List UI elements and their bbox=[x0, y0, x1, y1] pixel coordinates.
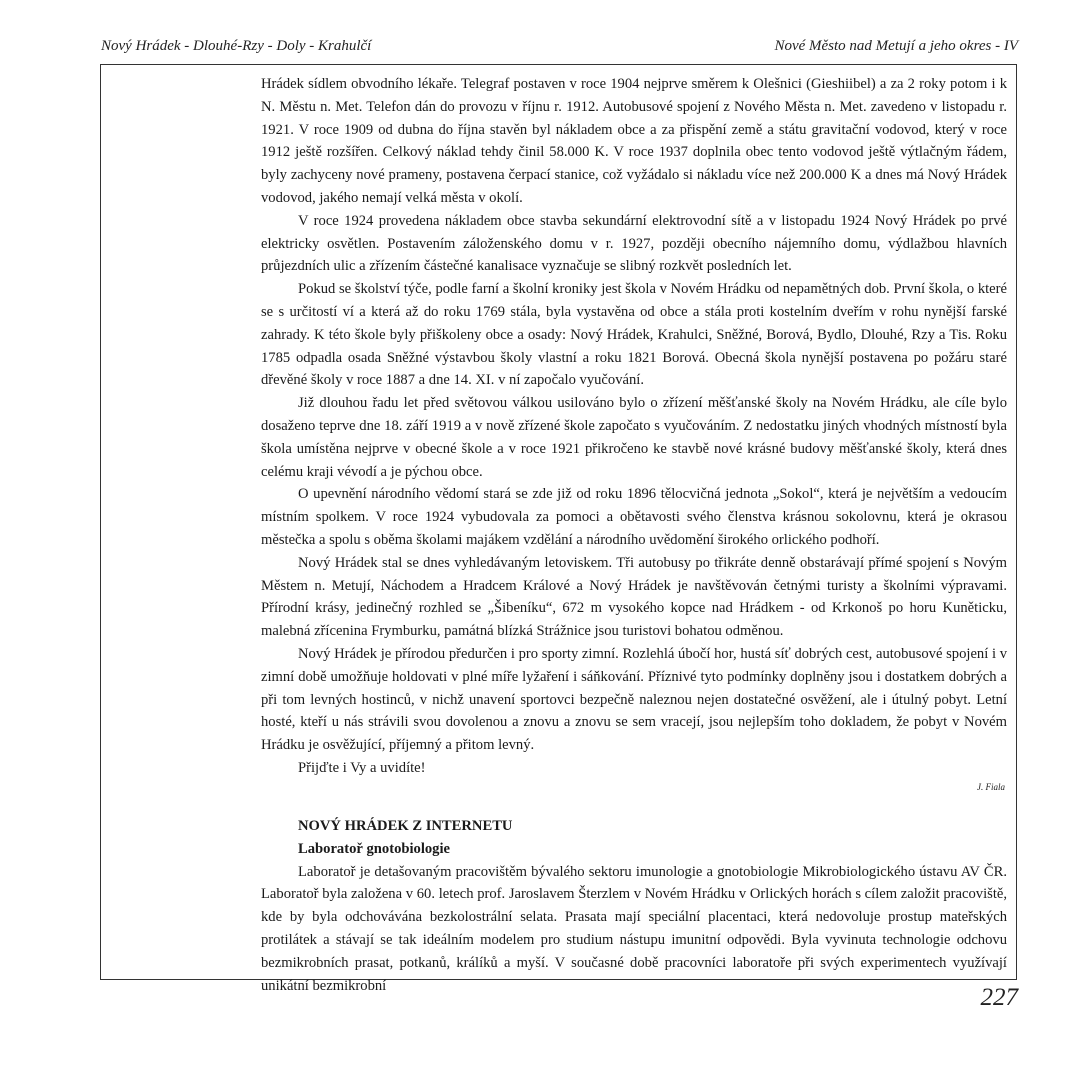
article-paragraph: Hrádek sídlem obvodního lékaře. Telegraf postaven v roce 1904 nejprve směrem k Olešnici (Gieshiibel) a za 2 roky potom i k N. Městu n. Met. Telefon dán do provozu v říjnu r. 1912. Autobusové spojení z Nového Města n. Met. zavedeno v listopadu r. 1921. V roce 1909 od dubna do října stavěn byl nákladem obce a za přispění země a státu gravitační vodovod, který v roce 1912 ještě rozšířen. Celkový náklad tehdy činil 58.000 K. V roce 1937 doplnila obec tento vodovod ještě výtlačným řádem, byly zachyceny nové prameny, postavena čerpací stanice, což vyžádalo si nákladu více než 200.000 K a dnes má Nový Hrádek vodovod, jakého nemají velká města v okolí. bbox=[261, 76, 1007, 206]
running-head-left: Nový Hrádek - Dlouhé-Rzy - Doly - Krahulčí bbox=[101, 38, 372, 54]
author-signature: J. Fiala bbox=[977, 781, 1005, 792]
article-paragraph: Nový Hrádek je přírodou předurčen i pro sporty zimní. Rozlehlá úbočí hor, hustá síť dobrých cest, autobusové spojení i v zimní době umožňuje holdovati v plné míře lyžaření i sáňkování. Příznivé tyto podmínky doplněny jsou i dostatkem dobrých a při tom levných hostinců, v nichž unavení sportovci bezpečně naleznou nejen dostatečné osvěžení, ale i útulný pobyt. Letní hosté, kteří u nás strávili svou dovolenou a znovu a znovu se sem vracejí, jsou nejlepším toho dokladem, že pobyt v Novém Hrádku je osvěžující, příjemný a přitom levný. bbox=[261, 645, 1007, 754]
section-subheading: Laboratoř gnotobiologie bbox=[298, 840, 451, 857]
section-body: Laboratoř je detašovaným pracovištěm bývalého sektoru imunologie a gnotobiologie Mikrobiologického ústavu AV ČR. Laboratoř byla založena v 60. letech prof. Jaroslavem Šterzlem v Novém Hrádku v Orlických horách s cílem založit pracoviště, kde by byla odchovávána bezkolostrální selata. Prasata mají speciální placentaci, která nedovoluje prostup mateřských protilátek a stávají se tak ideálním modelem pro studium nástupu imunitní odpovědi. Byla vyvinuta technologie odchovu bezmikrobních prasat, potkanů, králíků a myší. V současné době pracovníci laboratoře při svých experimentech využívají unikátní bezmikrobní bbox=[261, 863, 1007, 994]
page-number: 227 bbox=[980, 984, 1018, 1011]
section-heading: NOVÝ HRÁDEK Z INTERNETU bbox=[298, 818, 513, 834]
article-paragraph: V roce 1924 provedena nákladem obce stavba sekundární elektrovodní sítě a v listopadu 1924 Nový Hrádek po prvé elektricky osvětlen. Postavením záloženského domu v r. 1927, později obecního nájemního domu, výdlažbou hlavních průjezdních ulic a zřízením částečné kanalisace vyznačuje se slibný rozkvět posledních let. bbox=[261, 212, 1007, 275]
article-closing-line: Přijďte i Vy a uvidíte! bbox=[298, 759, 426, 776]
internet-section bbox=[261, 815, 1007, 997]
running-head-right: Nové Město nad Metují a jeho okres - IV bbox=[774, 38, 1018, 54]
article-paragraph: O upevnění národního vědomí stará se zde již od roku 1896 tělocvičná jednota „Sokol“, která je největším a vedoucím místním spolkem. V roce 1924 vybudovala za pomoci a obětavosti svého členstva krásnou sokolovnu, která je okrasou městečka a spolu s oběma školami majákem vzdělání a národního uvědomění širokého orlického podhoří. bbox=[261, 486, 1007, 548]
article-paragraph: Nový Hrádek stal se dnes vyhledávaným letoviskem. Tři autobusy po třikráte denně obstarávají přímé spojení s Novým Městem n. Metují, Náchodem a Hradcem Králové a Nový Hrádek je navštěvován četnými turisty a školními výpravami. Přírodní krásy, jedinečný rozhled se „Šibeníku“, 672 m vysokého kopce nad Hrádkem - od Krkonoš po horu Kuněticku, malebná zřícenina Frymburku, památná blízká Strážnice jsou turistovi bohatou odměnou. bbox=[261, 554, 1007, 640]
article-paragraph: Pokud se školství týče, podle farní a školní kroniky jest škola v Novém Hrádku od nepamětných dob. První škola, o které se s určitostí ví a která až do roku 1769 stála, byla vystavěna od obce a stála proti kostelním dveřím v rohu nynější farské zahrady. K této škole byly přiškoleny obce a osady: Nový Hrádek, Krahulci, Sněžné, Borová, Bydlo, Dlouhé, Rzy a Tis. Roku 1785 odpadla osada Sněžné výstavbou školy vlastní a roku 1821 Borová. Obecná škola nynější postavena po požáru staré dřevěné školy v roce 1887 a dne 14. XI. v ní započalo vyučování. bbox=[261, 281, 1007, 389]
article-column bbox=[261, 73, 1007, 794]
article-paragraph: Již dlouhou řadu let před světovou válkou usilováno bylo o zřízení měšťanské školy na Novém Hrádku, ale cíle bylo dosaženo teprve dne 18. září 1919 a v nově zřízené škole započato s vyučováním. Z nedostatku jiných vhodných místností byla škola umístěna nejprve v obecné škole a v roce 1921 přikročeno ke stavbě nové krásné budovy měšťanské školy, která dnes celému kraji vévodí a je pýchou obce. bbox=[261, 395, 1007, 480]
